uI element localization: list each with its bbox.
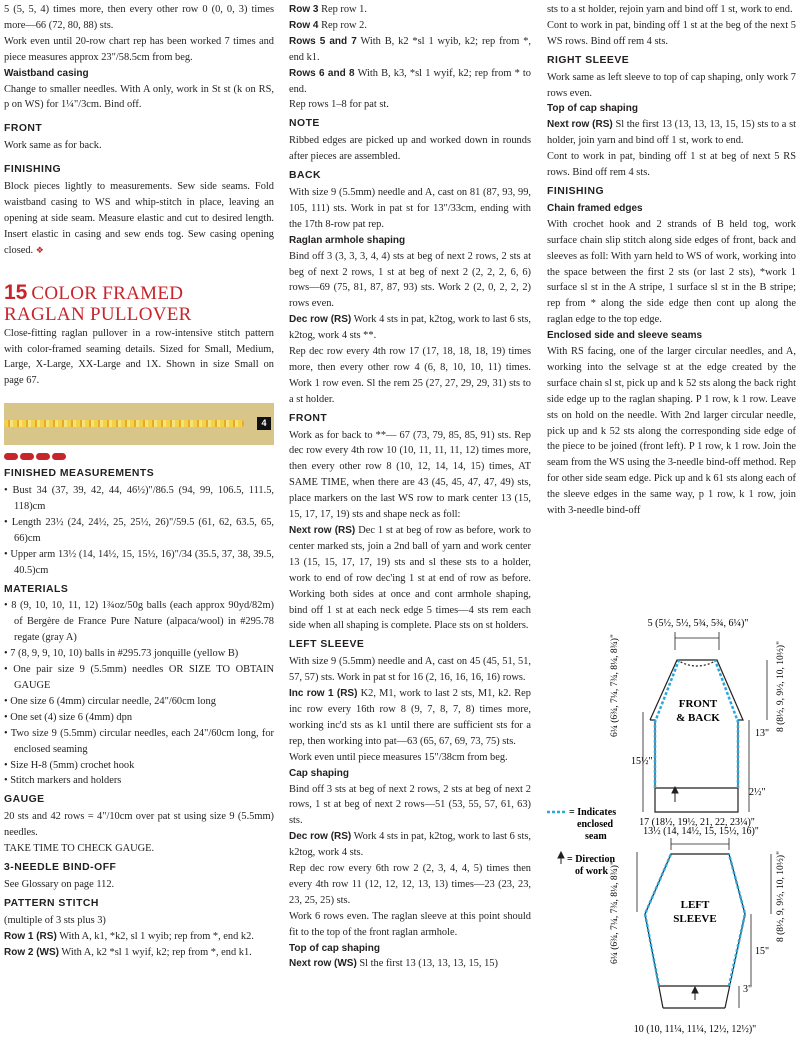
yarn-weight-badge-icon: 4	[257, 417, 271, 430]
list-item: • One set (4) size 6 (4mm) dpn	[4, 710, 274, 726]
paragraph: sts to a st holder, rejoin yarn and bind off 1 st, work to end.	[547, 4, 793, 15]
paragraph: 20 sts and 42 rows = 4"/10cm over pat st using size 9 (5.5mm) needles.	[4, 811, 274, 839]
row-label: Next row (RS)	[289, 525, 356, 536]
list-item: • Upper arm 13½ (14, 14½, 15, 15½, 16)"/34 (35.5, 37, 38, 39.5, 40.5)cm	[4, 547, 274, 579]
front-top-dim-line	[675, 632, 719, 650]
paragraph: 5 (5, 5, 4) times more, then every other row 0 (0, 0, 3) times more—66 (72, 80, 88) sts.	[4, 4, 274, 31]
column-3	[547, 2, 796, 519]
legend-seam-1: = Indicates	[569, 807, 617, 818]
pattern-title-line-1: COLOR FRAMED	[31, 282, 184, 304]
paragraph: Work even until piece measures 15"/38cm from beg.	[289, 751, 508, 763]
row-label: Row 3	[289, 4, 319, 15]
paragraph	[289, 2, 531, 18]
paragraph: Work 6 rows even. The raglan sleeve at this point should fit to the top of the front raglan armhole.	[289, 910, 531, 938]
subheading-top-of-cap: Top of cap shaping	[547, 103, 638, 115]
paragraph: (multiple of 3 sts plus 3)	[4, 914, 106, 926]
front-back-schematic	[650, 660, 743, 812]
yarn-swatch-image	[4, 403, 274, 445]
column-1	[4, 2, 274, 960]
row-label: Dec row (RS)	[289, 314, 352, 326]
paragraph: Change to smaller needles. With A only, work in St st (k on RS, p on WS) for 1¼"/3cm. Bind off.	[4, 83, 274, 111]
paragraph	[289, 312, 531, 344]
row-label: Row 4	[289, 19, 319, 31]
materials-list	[4, 598, 274, 789]
sleeve-dim-lines	[637, 852, 771, 1008]
paragraph: Cont to work in pat, binding off 1 st at the beg of the next 5 WS rows. Bind off rem 4 sts.	[547, 19, 796, 47]
subheading-waistband: Waistband casing	[4, 67, 89, 79]
heading-front: FRONT	[289, 412, 328, 424]
heading-finishing: FINISHING	[547, 185, 605, 197]
heading-finished-measurements: FINISHED MEASUREMENTS	[4, 468, 155, 480]
row-text: With B, k2 *sl 1 wyib, k2; rep from *, end k1.	[289, 35, 531, 63]
sleeve-bottom-dim: 10 (10, 11¼, 11¼, 12½, 12½)"	[633, 1024, 757, 1035]
paragraph	[289, 66, 531, 98]
paragraph: Rep dec row every 6th row 2 (2, 3, 4, 4, 5) times then every 4th row 11 (12, 12, 12, 13, 13) times—23 (23, 23, 23, 25, 25) sts.	[289, 863, 531, 906]
skill-bar	[4, 453, 18, 460]
paragraph: With RS facing, one of the larger circular needles, and A, working into the selvage st at the edge created by the surface chain sl st, pick up and k 52 sts along the back right side edge up to the raglan shaping. P 1 row, k 1 row. Leave sts on hold on the needle. With 2nd larger circular needle, pick up and k 52 sts along the corresponding side edge of the piece to be joined (front left). P 1 row, k 1 row. Join the seam from the WS using the 3-needle bind-off method. Rep for other side seam edge. Pick up and k 61 sts along each of the sleeve edges in the same way, p 1 row, k 1 row, join with 3-needle bind-off	[547, 346, 796, 517]
paragraph: TAKE TIME TO CHECK GAUGE.	[4, 843, 155, 855]
paragraph: With size 9 (5.5mm) needle and A, cast on 45 (45, 51, 51, 57, 57) sts. Work in pat st for 16 (2, 16, 16, 16, 16) rows.	[289, 656, 531, 684]
paragraph: See Glossary on page 112.	[4, 878, 115, 890]
front-label-1: FRONT	[678, 698, 718, 710]
yarn-strand	[4, 420, 244, 427]
row-label: Row 2 (WS)	[4, 946, 59, 958]
heading-right-sleeve: RIGHT SLEEVE	[547, 54, 630, 66]
enclosed-seam-sleeve	[645, 854, 671, 986]
row-text: Sl the first 13 (13, 13, 13, 15, 15)	[359, 958, 498, 970]
front-raglan-dim: 6¼ (6¾, 7¼, 7¾, 8¼, 8¾)"	[610, 634, 620, 737]
pattern-title-line-2: RAGLAN PULLOVER	[4, 303, 192, 325]
row-text: Work 4 sts in pat, k2tog, work to last 6 sts, k2tog, work 4 sts **.	[289, 314, 531, 342]
column-2	[289, 2, 531, 972]
legend-arrow-icon	[558, 852, 564, 864]
sleeve-3-dim: 3"	[743, 984, 753, 995]
list-item: • One size 6 (4mm) circular needle, 24"/60cm long	[4, 694, 274, 710]
paragraph	[4, 945, 274, 961]
row-text: With A, k1, *k2, sl 1 wyib; rep from *, end k2.	[59, 930, 254, 942]
row-text: K2, M1, work to last 2 sts, M1, k2. Rep inc row every 16th row 8 (9, 7, 8, 7, 8) times more, working inc'd sts as k1 until there are sufficient sts for a rep, then working into pat—63 (65, 67, 69, 73, 75) sts.	[289, 688, 531, 747]
pattern-title	[4, 281, 274, 324]
direction-arrow-icon	[672, 787, 678, 802]
paragraph: Rep dec row every 4th row 17 (17, 18, 18, 18, 19) times more, then every other row 4 (6, 8, 10, 10, 11) times. Work 1 row even. Sl the rem 25 (27, 27, 29, 29, 31) sts to a st holder.	[289, 346, 531, 405]
paragraph: With size 9 (5.5mm) needle and A, cast on 81 (87, 93, 99, 105, 111) sts. Work in pat st for 13"/33cm, ending with the 17th 8-row pat rep.	[289, 186, 531, 230]
paragraph	[547, 117, 796, 149]
front-label-2: & BACK	[676, 712, 720, 724]
enclosed-seam-front	[715, 660, 738, 788]
row-text: Rep row 2.	[321, 19, 367, 31]
skill-bar	[52, 453, 66, 460]
front-13-dim: 13"	[755, 728, 770, 739]
skill-level-icon	[4, 453, 274, 460]
paragraph	[289, 686, 531, 750]
row-text: Rep row 1.	[321, 4, 367, 15]
enclosed-seam-sleeve	[729, 854, 745, 986]
paragraph: Rep rows 1–8 for pat st.	[289, 99, 389, 111]
row-label: Inc row 1 (RS)	[289, 688, 358, 700]
paragraph: Work same as left sleeve to top of cap shaping, only work 7 rows even.	[547, 71, 796, 99]
paragraph	[289, 829, 531, 861]
paragraph: Bind off 3 sts at beg of next 2 rows, 2 sts at beg of next 2 rows, 1 st at beg of next 2 rows—51 (53, 55, 57, 61, 63) sts.	[289, 783, 531, 827]
paragraph	[4, 179, 274, 259]
list-item: • Size H-8 (5mm) crochet hook	[4, 758, 274, 774]
list-item: • One pair size 9 (5.5mm) needles OR SIZE TO OBTAIN GAUGE	[4, 662, 274, 694]
legend-seam-2: enclosed	[577, 819, 614, 830]
front-2-dim: 2½"	[749, 787, 766, 798]
sleeve-top-dim: 13½ (14, 14½, 15, 15½, 16)"	[643, 826, 759, 837]
paragraph: Work as for back to **— 67 (73, 79, 85, 85, 91) sts. Rep dec row every 4th row 10 (10, 11, 11, 11, 12) times more, then every other row 8 (10, 12, 14, 14, 15) times, AT SAME TIME, when there are 43 (45, 45, 47, 47, 49) sts, place markers on the last WS row to mark center 13 (15, 15, 17, 17, 19) sts and shape neck as foll:	[289, 429, 531, 521]
subheading-enclosed-seams: Enclosed side and sleeve seams	[547, 330, 703, 342]
finishing-text: Block pieces lightly to measurements. Sew side seams. Fold waistband casing to WS and whip-stitch in place, leaving an opening at side seam. Measure elastic and cut to desired length. Insert elastic in casing and sew ends tog. Sew casing opening closed.	[4, 181, 274, 256]
list-item: • Bust 34 (37, 39, 42, 44, 46½)"/86.5 (94, 99, 106.5, 111.5, 118)cm	[4, 483, 274, 515]
pattern-description: Close-fitting raglan pullover in a row-intensive stitch pattern with color-framed seaming details. Sized for Small, Medium, Large, X-Large, XX-Large and 1X. Shown in size Small on page 67.	[4, 327, 274, 387]
heading-back: BACK	[289, 170, 322, 182]
skill-bar	[20, 453, 34, 460]
list-item: • Stitch markers and holders	[4, 773, 274, 789]
row-text: With B, k3, *sl 1 wyif, k2; rep from * to end.	[289, 67, 532, 95]
front-top-dim: 5 (5½, 5½, 5¾, 5¾, 6¼)"	[647, 618, 749, 629]
row-label: Next row (RS)	[547, 119, 613, 131]
list-item: • Two size 9 (5.5mm) circular needles, each 24"/60cm long, for enclosed seaming	[4, 726, 274, 758]
front-15-dim: 15½"	[631, 756, 653, 767]
legend-seam-3: seam	[585, 831, 607, 842]
sleeve-label-2: SLEEVE	[673, 913, 717, 925]
front-outline	[650, 660, 743, 812]
subheading-raglan: Raglan armhole shaping	[289, 234, 406, 246]
neckline	[677, 660, 717, 666]
row-text: Sl the first 13 (13, 13, 13, 15, 15) sts to a st holder, join yarn and bind off 1 st, work to end.	[547, 119, 796, 147]
end-mark-icon: ❖	[35, 244, 44, 255]
row-label: Dec row (RS)	[289, 831, 352, 843]
list-item: • 7 (8, 9, 9, 10, 10) balls in #295.73 jonquille (yellow B)	[4, 646, 274, 662]
row-label: Next row (WS)	[289, 958, 357, 970]
heading-gauge: GAUGE	[4, 794, 45, 806]
front-right-dim: 8 (8½, 9, 9½, 10, 10½)"	[776, 641, 786, 732]
heading-front: FRONT	[4, 123, 43, 135]
paragraph: Cont to work in pat, binding off 1 st at beg of next 5 RS rows. Bind off rem 4 sts.	[547, 151, 796, 179]
row-label: Rows 6 and 8	[289, 67, 355, 79]
row-text: Dec 1 st at beg of row as before, work to center marked sts, join a 2nd ball of yarn and work center 13 (15, 15, 17, 17, 19) sts and sl these sts to a holder, work to end of row dec'ing 1 st at end of row as before. Working both sides at once and cont armhole shaping, bind off 1 st at each neck edge 5 times—4 sts rem each side when all shaping is complete. Place sts on st holders.	[289, 525, 531, 632]
paragraph: With crochet hook and 2 strands of B held tog, work surface chain slip stitch along side edges of front, back and sleeves as foll: With yarn held to WS of work, working into the space between the first 2 sts (or last 2 sts), *work 1 surface sl st in the A stripe, 1 surface sl st in the B stripe; rep from * along the side edge then cont up along the raglan edge to the top edge.	[547, 218, 796, 326]
paragraph: Work even until 20-row chart rep has been worked 7 times and piece measures approx 23"/58.5cm from beg.	[4, 35, 274, 63]
list-item: • Length 23½ (24, 24½, 25, 25½, 26)"/59.5 (61, 62, 63.5, 65, 66)cm	[4, 515, 274, 547]
subheading-top-of-cap: Top of cap shaping	[289, 942, 380, 954]
skill-bar	[36, 453, 50, 460]
enclosed-seam-front	[655, 660, 679, 788]
row-text: With A, k2 *sl 1 wyif, k2; rep from *, end k1.	[61, 946, 252, 958]
legend-dir-1: = Direction	[567, 854, 616, 865]
schematic-diagram	[545, 612, 795, 1048]
paragraph	[289, 523, 531, 634]
paragraph	[4, 929, 274, 945]
subheading-chain-framed: Chain framed edges	[547, 202, 643, 214]
row-text: Work 4 sts in pat, k2tog, work to last 6 sts, k2tog, work 4 sts.	[289, 831, 531, 859]
row-label: Rows 5 and 7	[289, 35, 357, 47]
row-label: Row 1 (RS)	[4, 930, 57, 942]
heading-pattern-stitch: PATTERN STITCH	[4, 897, 99, 909]
direction-arrow-icon	[692, 987, 698, 1000]
paragraph	[289, 18, 531, 34]
heading-left-sleeve: LEFT SLEEVE	[289, 639, 365, 651]
paragraph	[289, 34, 531, 66]
pattern-number: 15	[4, 280, 28, 304]
heading-finishing: FINISHING	[4, 164, 62, 176]
list-item: • 8 (9, 10, 10, 11, 12) 1¾oz/50g balls (each approx 90yd/82m) of Bergère de France Pure Nature (alpaca/wool) in #295.78 regate (gray A)	[4, 598, 274, 646]
paragraph: Work same as for back.	[4, 140, 102, 152]
sleeve-right-dim: 8 (8½, 9, 9½, 10, 10½)"	[776, 851, 786, 942]
legend-dir-2: of work	[575, 866, 609, 877]
subheading-cap-shaping: Cap shaping	[289, 767, 350, 779]
sleeve-label-1: LEFT	[680, 899, 710, 911]
paragraph: Ribbed edges are picked up and worked down in rounds after pieces are assembled.	[289, 135, 531, 163]
sleeve-top-dim-line	[671, 838, 729, 850]
front-bottom-dim: 17 (18½, 19½, 21, 22, 23¼)"	[639, 817, 755, 828]
sleeve-raglan-dim: 6¼ (6¾, 7¼, 7¾, 8¼, 8¾)"	[610, 861, 620, 964]
paragraph: Bind off 3 (3, 3, 3, 4, 4) sts at beg of next 2 rows, 2 sts at beg of next 2 rows, 1 st at beg of next 2 (2, 2, 2, 6, 6) rows—69 (75, 81, 87, 87, 93) sts. Work 2 (2, 0, 2, 2, 2) rows even.	[289, 250, 531, 310]
heading-materials: MATERIALS	[4, 583, 69, 595]
sleeve-15-dim: 15"	[755, 946, 770, 957]
measurements-list	[4, 483, 274, 578]
heading-3-needle-bind-off: 3-NEEDLE BIND-OFF	[4, 861, 117, 873]
paragraph	[289, 956, 531, 972]
heading-note: NOTE	[289, 118, 320, 130]
